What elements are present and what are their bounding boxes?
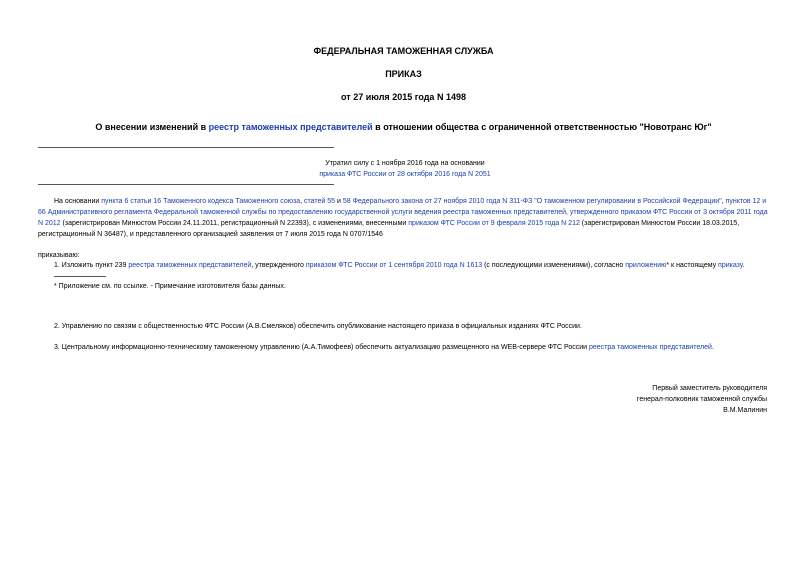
preamble-text-6: (зарегистрирован Минюстом России 18.03.2015, регистрационный N 36487), и представленного организацией заявления от 7 июля 2015 года N 0707/1546: [38, 220, 740, 238]
footnote: * Приложение см. по ссылке. - Примечание изготовителя базы данных.: [54, 283, 286, 290]
preamble-text-3: и: [335, 198, 343, 205]
title-part2: в отношении общества с ограниченной ответственностью "Новотранс Юг": [372, 122, 712, 132]
doc-title: [0, 122, 807, 133]
status-rule-bottom: [38, 184, 334, 185]
status-note-link[interactable]: приказа ФТС России от 28 октября 2016 года N 2051: [319, 171, 491, 178]
item3-text-2: .: [711, 344, 714, 351]
order-word: приказываю:: [38, 252, 80, 259]
item1-text-5: .: [742, 262, 745, 269]
title-link-registry[interactable]: реестр таможенных представителей: [208, 122, 373, 132]
link-admin-regulation[interactable]: пунктов 12 и 66 Административного регламента Федеральной таможенной службы по предоставлению государственной услуги ведения реестра таможенных представителей, утвержденного приказом ФТС России от 3 октября 2011 года N 2012: [38, 198, 768, 227]
item1-link-order[interactable]: приказу: [718, 262, 743, 269]
item-3: [38, 342, 770, 353]
item3-link-registry[interactable]: реестра таможенных представителей: [589, 344, 712, 351]
preamble-text-4: ,: [721, 198, 726, 205]
title-part1: О внесении изменений в: [95, 122, 209, 132]
status-rule-top: [38, 147, 334, 148]
item1-link-order-1613[interactable]: приказом ФТС России от 1 сентября 2010 года N 1613: [305, 262, 483, 269]
preamble-text-5: (зарегистрирован Минюстом России 24.11.2011, регистрационный N 22393), с изменениями, внесенными: [60, 220, 409, 227]
status-note: [240, 158, 570, 180]
item1-text-4: * к настоящему: [666, 262, 719, 269]
link-order-212[interactable]: приказом ФТС России от 9 февраля 2015 года N 212: [408, 220, 580, 227]
doc-date-number: от 27 июля 2015 года N 1498: [341, 92, 466, 102]
item1-text-3: (с последующими изменениями), согласно: [482, 262, 626, 269]
signature-position: Первый заместитель руководителя: [652, 385, 767, 392]
link-federal-law[interactable]: 58 Федерального закона от 27 ноября 2010 года N 311-ФЗ "О таможенном регулировании в Российской Федерации": [342, 198, 722, 205]
item1-link-registry[interactable]: реестра таможенных представителей: [128, 262, 252, 269]
link-customs-code[interactable]: пункта 6 статьи 16 Таможенного кодекса Таможенного союза: [101, 198, 301, 205]
signature-name: В.М.Малинин: [723, 407, 767, 414]
preamble-paragraph: [38, 196, 770, 240]
item1-text-1: 1. Изложить пункт 239: [54, 262, 129, 269]
item-1: [38, 260, 770, 271]
doc-type: ПРИКАЗ: [385, 69, 422, 79]
item3-text-1: 3. Центральному информационно-техническому таможенному управлению (А.А.Тимофеев) обеспечить актуализацию размещенного на WEB-сервере ФТС России: [54, 344, 590, 351]
preamble-text-2: ,: [300, 198, 305, 205]
footnote-rule: [54, 276, 106, 277]
preamble-text-1: На основании: [54, 198, 102, 205]
signature-block: [507, 383, 767, 416]
item1-link-appendix[interactable]: приложению: [625, 262, 667, 269]
signature-rank: генерал-полковник таможенной службы: [636, 396, 767, 403]
link-article-55[interactable]: статей 55: [304, 198, 336, 205]
item1-text-2: , утвержденного: [251, 262, 306, 269]
item-2: 2. Управлению по связям с общественностью ФТС России (А.В.Смеляков) обеспечить опубликование настоящего приказа в официальных изданиях ФТС России.: [54, 323, 582, 330]
status-note-line1: Утратил силу с 1 ноября 2016 года на основании: [325, 160, 485, 167]
agency-title: ФЕДЕРАЛЬНАЯ ТАМОЖЕННАЯ СЛУЖБА: [313, 46, 494, 56]
